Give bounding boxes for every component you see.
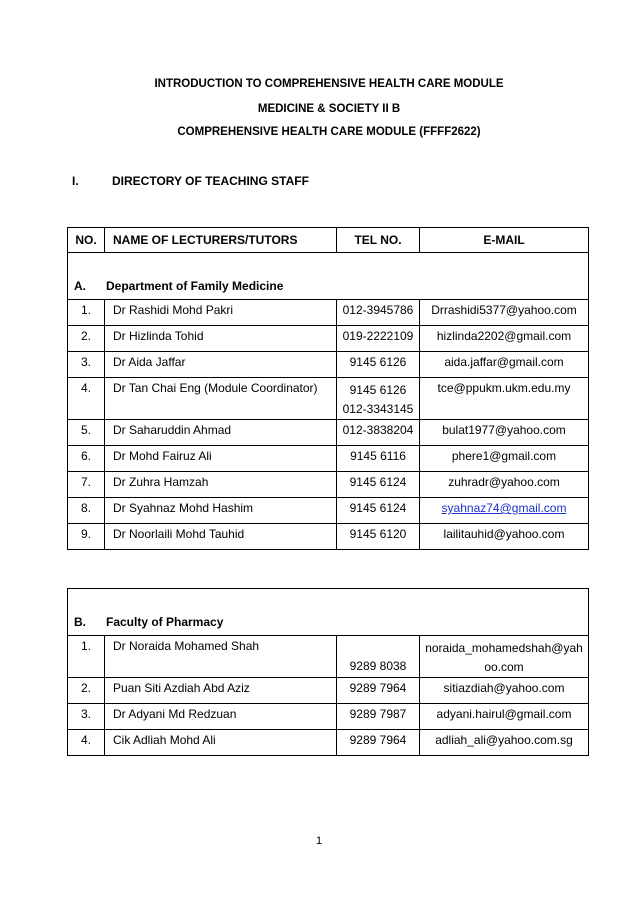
table-row bbox=[68, 352, 589, 378]
row-email: lailitauhid@yahoo.com bbox=[420, 524, 589, 550]
header-email: E-MAIL bbox=[420, 228, 589, 253]
section-title: DIRECTORY OF TEACHING STAFF bbox=[112, 174, 309, 188]
email-link[interactable]: syahnaz74@gmail.com bbox=[441, 501, 567, 515]
table-row bbox=[68, 446, 589, 472]
row-name: Dr Mohd Fairuz Ali bbox=[105, 446, 337, 472]
row-email: phere1@gmail.com bbox=[420, 446, 589, 472]
page-number: 1 bbox=[315, 835, 323, 847]
row-tel: 019-2222109 bbox=[337, 326, 420, 352]
department-label bbox=[68, 615, 588, 629]
row-email: hizlinda2202@gmail.com bbox=[420, 326, 589, 352]
department-label bbox=[68, 279, 588, 293]
row-tel: 012-3945786 bbox=[337, 300, 420, 326]
row-tel: 9145 6120 bbox=[337, 524, 420, 550]
row-no: 3. bbox=[68, 704, 105, 730]
row-tel: 9289 8038 bbox=[337, 636, 420, 678]
header-no: NO. bbox=[68, 228, 105, 253]
row-no: 1. bbox=[68, 300, 105, 326]
row-tel: 9289 7964 bbox=[337, 730, 420, 756]
table-row bbox=[68, 730, 589, 756]
table-row bbox=[68, 524, 589, 550]
row-name: Cik Adliah Mohd Ali bbox=[105, 730, 337, 756]
department-name: Faculty of Pharmacy bbox=[106, 615, 224, 629]
table-row bbox=[68, 326, 589, 352]
row-name: Puan Siti Azdiah Abd Aziz bbox=[105, 678, 337, 704]
row-tel: 9145 6126 bbox=[337, 352, 420, 378]
row-email: tce@ppukm.ukm.edu.my bbox=[420, 378, 589, 420]
row-tel: 9145 6124 bbox=[337, 472, 420, 498]
section-number: I. bbox=[72, 174, 79, 188]
row-name: Dr Tan Chai Eng (Module Coordinator) bbox=[105, 378, 337, 420]
department-letter: A. bbox=[74, 279, 86, 293]
department-row bbox=[68, 589, 589, 636]
row-no: 4. bbox=[68, 378, 105, 420]
header-name: NAME OF LECTURERS/TUTORS bbox=[105, 228, 337, 253]
row-email: adliah_ali@yahoo.com.sg bbox=[420, 730, 589, 756]
row-no: 5. bbox=[68, 420, 105, 446]
row-email-line-2: oo.com bbox=[484, 660, 524, 674]
row-name: Dr Rashidi Mohd Pakri bbox=[105, 300, 337, 326]
row-no: 9. bbox=[68, 524, 105, 550]
row-no: 2. bbox=[68, 326, 105, 352]
document-subtitle: MEDICINE & SOCIETY II B bbox=[257, 103, 401, 115]
row-email: aida.jaffar@gmail.com bbox=[420, 352, 589, 378]
header-tel: TEL NO. bbox=[337, 228, 420, 253]
module-title: COMPREHENSIVE HEALTH CARE MODULE (FFFF2622) bbox=[177, 126, 481, 138]
row-no: 7. bbox=[68, 472, 105, 498]
row-name: Dr Zuhra Hamzah bbox=[105, 472, 337, 498]
row-tel-line-1: 9145 6126 bbox=[349, 383, 407, 397]
table-row bbox=[68, 472, 589, 498]
row-email: Drrashidi5377@yahoo.com bbox=[420, 300, 589, 326]
row-no: 8. bbox=[68, 498, 105, 524]
row-tel: 9289 7987 bbox=[337, 704, 420, 730]
row-no: 4. bbox=[68, 730, 105, 756]
table-row bbox=[68, 498, 589, 524]
table-row bbox=[68, 636, 589, 678]
row-email: zuhradr@yahoo.com bbox=[420, 472, 589, 498]
row-tel: 9289 7964 bbox=[337, 678, 420, 704]
section-heading bbox=[72, 174, 309, 188]
row-name: Dr Syahnaz Mohd Hashim bbox=[105, 498, 337, 524]
table-row bbox=[68, 704, 589, 730]
row-email: bulat1977@yahoo.com bbox=[420, 420, 589, 446]
row-no: 1. bbox=[68, 636, 105, 678]
row-email: sitiazdiah@yahoo.com bbox=[420, 678, 589, 704]
row-tel-line-2: 012-3343145 bbox=[342, 402, 414, 416]
row-name: Dr Aida Jaffar bbox=[105, 352, 337, 378]
document-title: INTRODUCTION TO COMPREHENSIVE HEALTH CARE MODULE bbox=[154, 78, 504, 90]
row-name: Dr Saharuddin Ahmad bbox=[105, 420, 337, 446]
row-no: 3. bbox=[68, 352, 105, 378]
table-row bbox=[68, 420, 589, 446]
row-email-line-1: noraida_mohamedshah@yah bbox=[425, 641, 583, 655]
department-letter: B. bbox=[74, 615, 86, 629]
row-no: 6. bbox=[68, 446, 105, 472]
staff-table-pharmacy bbox=[67, 588, 589, 756]
table-row bbox=[68, 678, 589, 704]
row-name: Dr Noorlaili Mohd Tauhid bbox=[105, 524, 337, 550]
row-no: 2. bbox=[68, 678, 105, 704]
row-email: adyani.hairul@gmail.com bbox=[420, 704, 589, 730]
table-row bbox=[68, 378, 589, 420]
staff-table-family-medicine bbox=[67, 227, 589, 550]
row-email bbox=[420, 636, 589, 678]
row-tel: 9145 6116 bbox=[337, 446, 420, 472]
row-tel: 9145 6124 bbox=[337, 498, 420, 524]
row-email bbox=[420, 498, 589, 524]
table-row bbox=[68, 300, 589, 326]
table-header-row bbox=[68, 228, 589, 253]
row-name: Dr Hizlinda Tohid bbox=[105, 326, 337, 352]
department-name: Department of Family Medicine bbox=[106, 279, 284, 293]
row-tel bbox=[337, 378, 420, 420]
row-tel: 012-3838204 bbox=[337, 420, 420, 446]
department-row bbox=[68, 253, 589, 300]
row-name: Dr Noraida Mohamed Shah bbox=[105, 636, 337, 678]
row-name: Dr Adyani Md Redzuan bbox=[105, 704, 337, 730]
